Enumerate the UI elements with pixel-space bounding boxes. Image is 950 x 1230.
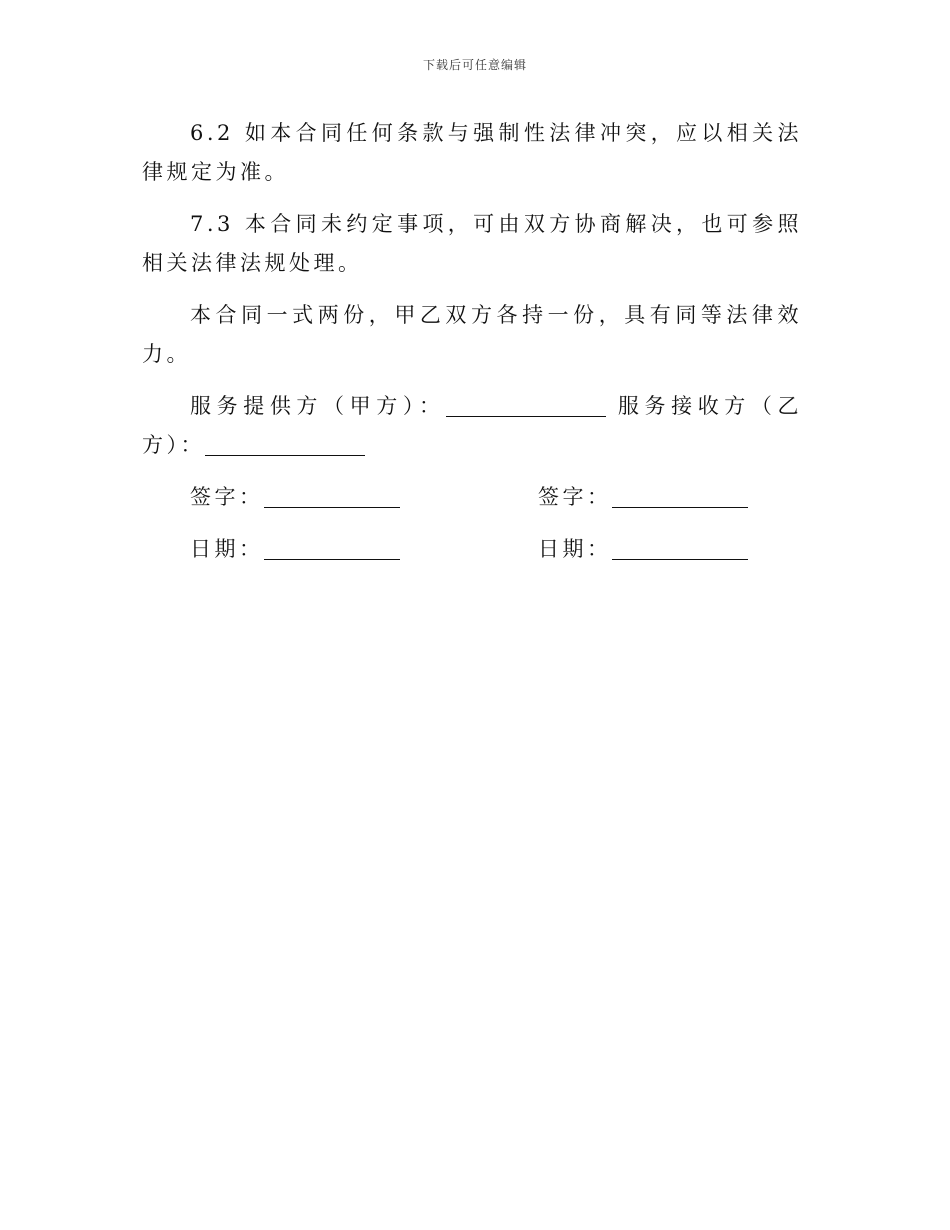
party-b-date-label: 日期： [538,537,612,561]
provider-label: 服务提供方（甲方）： [190,394,446,418]
party-b-sign-blank [612,481,748,508]
party-b-sign-label: 签字： [538,485,612,509]
party-a-sign-label: 签字： [190,485,264,509]
page-header-note: 下载后可任意编辑 [422,58,527,72]
date-row [142,530,802,569]
party-a-sign-blank [264,481,400,508]
party-a-date-blank [264,533,400,560]
party-a-date [190,530,400,569]
clause-7-3: 7.3 本合同未约定事项，可由双方协商解决，也可参照相关法律法规处理。 [142,212,802,275]
document-body [142,114,802,569]
receiver-blank [205,429,365,456]
party-b-date [538,530,748,569]
party-a-signature [190,478,400,517]
receiver-label: 服务接收方（乙方）： [142,394,803,457]
party-b-signature [538,478,748,517]
parties-line [142,387,802,465]
clause-6-2: 6.2 如本合同任何条款与强制性法律冲突，应以相关法律规定为准。 [142,121,802,184]
copies-statement: 本合同一式两份，甲乙双方各持一份，具有同等法律效力。 [142,303,802,366]
provider-blank [446,390,606,417]
party-b-date-blank [612,533,748,560]
party-a-date-label: 日期： [190,537,264,561]
signature-row [142,478,802,517]
